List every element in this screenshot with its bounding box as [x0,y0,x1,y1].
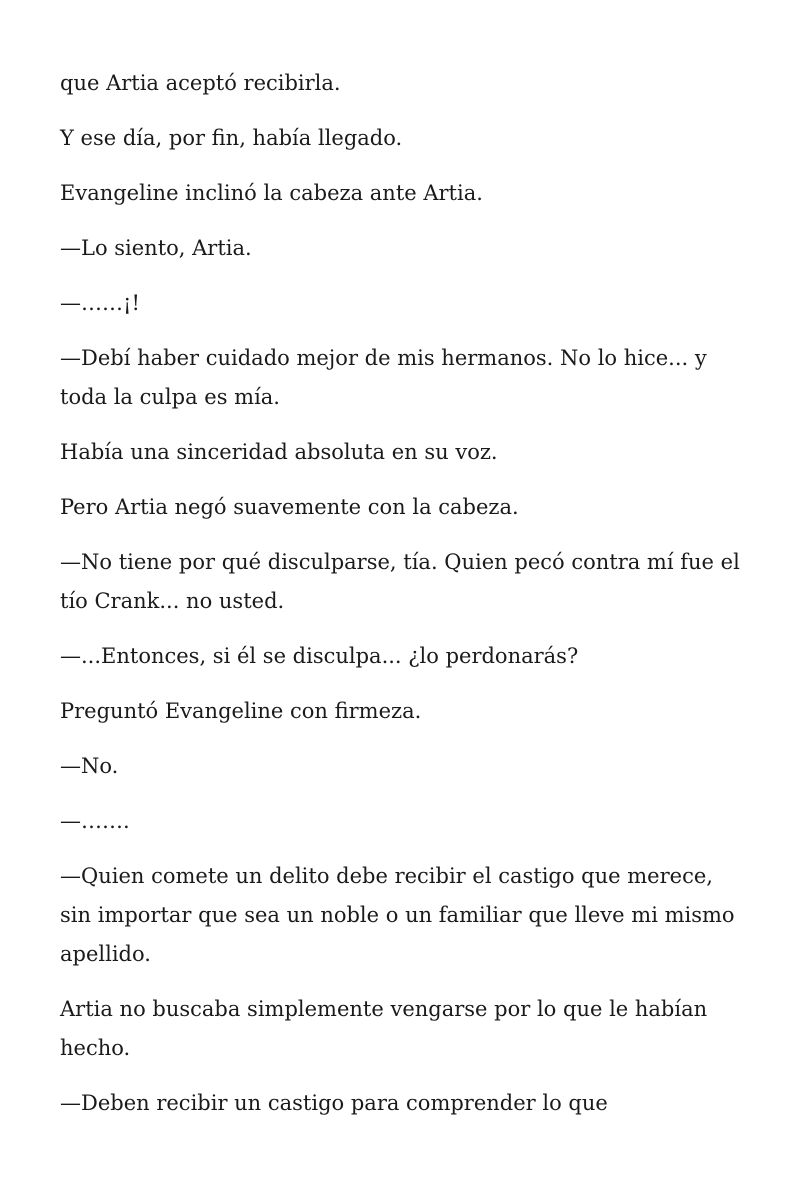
paragraph: —Debí haber cuidado mejor de mis hermanos. No lo hice... y toda la culpa es mía. [60,346,707,409]
paragraph: que Artia aceptó recibirla. [60,71,341,95]
paragraph: —No. [60,754,119,778]
paragraph: Artia no buscaba simplemente vengarse por lo que le habían hecho. [60,997,708,1060]
paragraph: Y ese día, por fin, había llegado. [60,126,403,150]
paragraph: Había una sinceridad absoluta en su voz. [60,440,498,464]
paragraph: —……. [60,809,130,833]
paragraph: —Deben recibir un castigo para comprender lo que [60,1091,608,1115]
paragraph: Preguntó Evangeline con firmeza. [60,699,422,723]
paragraph: —……¡! [60,291,140,315]
paragraph: —Lo siento, Artia. [60,236,252,260]
paragraph: —No tiene por qué disculparse, tía. Quien pecó contra mí fue el tío Crank... no usted. [60,550,740,613]
paragraph: —Quien comete un delito debe recibir el castigo que merece, sin importar que sea un noble o un familiar que lleve mi mismo apellido. [60,864,735,966]
paragraph: Pero Artia negó suavemente con la cabeza. [60,495,519,519]
document-body [60,0,744,1123]
paragraph: —...Entonces, si él se disculpa... ¿lo perdonarás? [60,644,579,668]
paragraph: Evangeline inclinó la cabeza ante Artia. [60,181,483,205]
